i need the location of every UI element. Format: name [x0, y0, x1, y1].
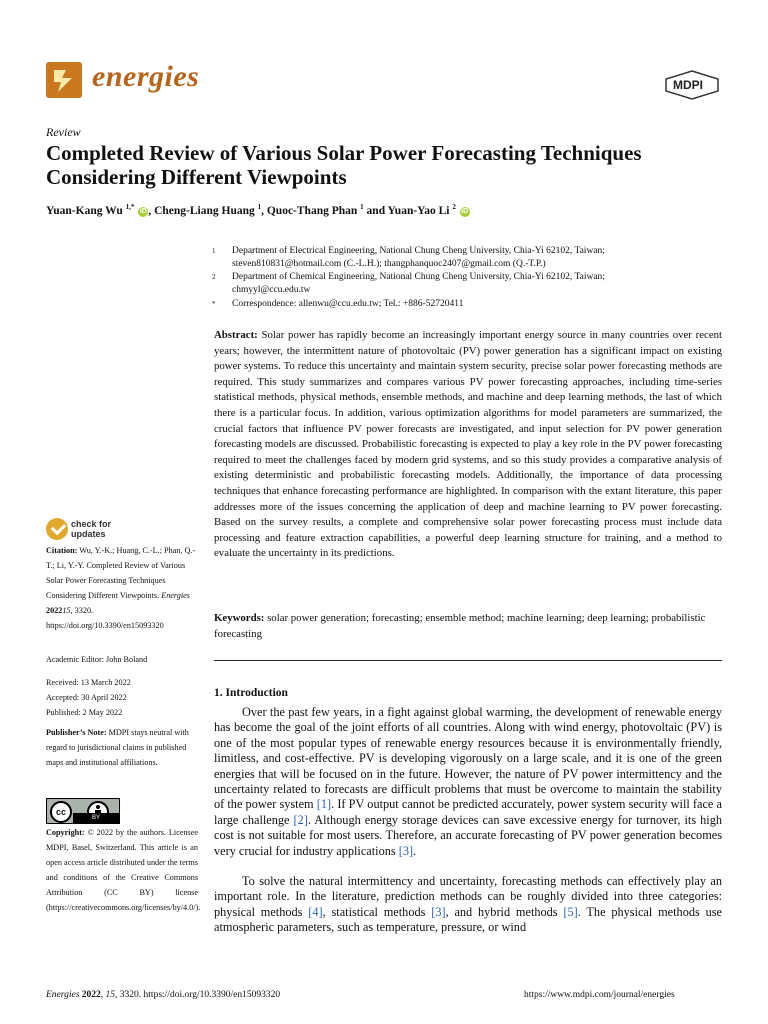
affiliation-line: Correspondence: allenwu@ccu.edu.tw; Tel.: +886-52720411 [232, 299, 464, 309]
citation-label: Citation: [46, 546, 78, 555]
footer-volume: 15 [105, 990, 116, 1000]
keywords-text: solar power generation; forecasting; ensemble method; machine learning; deep learning; probabilistic forecasting [214, 612, 706, 640]
affiliation-mark: 1 [212, 247, 216, 255]
copyright-label: Copyright: [46, 828, 85, 837]
citation-link[interactable]: [5] [563, 904, 578, 919]
citation-year: 2022 [46, 606, 63, 615]
footer-doi[interactable]: , 3320. https://doi.org/10.3390/en15093320 [115, 990, 281, 1000]
keywords-label: Keywords: [214, 612, 265, 624]
paragraph-text: . If PV output cannot be predicted accurately, power system security will face a large challenge [214, 797, 722, 827]
author-affiliation-mark: 1 [257, 203, 262, 211]
intro-paragraph-1 [214, 705, 722, 859]
footer-citation: Energies 2022, 15, 3320. https://doi.org/10.3390/en15093320 [46, 990, 281, 1000]
abstract-text: Solar power has rapidly become an increasingly important energy source in many countries over recent years; however, the intermittent nature of photovoltaic (PV) power generation has a significant impact on existing power systems. To reduce this uncertainty and maintain system security, precise solar power forecasting methods are required. This study summarizes and compares various PV power forecasting approaches, including time-series statistical methods, physical methods, ensemble methods, and machine and deep learning methods, the last of which there is a particular focus. In addition, various optimization algorithms for model parameters are summarized, the crucial factors that influence PV power forecasts are investigated, and input selection for PV power generation forecasting models are discussed. Probabilistic forecasting is expected to play a key role in the PV power forecasting required to meet the challenges faced by modern grid systems, and so this study provides a comparative analysis of existing deterministic and probabilistic forecasting models. Additionally, the importance of data processing techniques that enhance forecasting performance are highlighted. In comparison with the extant literature, this paper addresses more of the issues concerning the application of deep and machine learning to PV power forecasting. Based on the survey results, a complete and comprehensive solar power forecasting process must include data processing and feature extraction capabilities, a powerful deep learning structure for training, and a method to evaluate the uncertainty in its predictions. [214, 329, 723, 560]
check-updates-icon [46, 518, 68, 540]
footer-journal-url[interactable]: https://www.mdpi.com/journal/energies [524, 990, 675, 1000]
section-divider [214, 660, 722, 661]
affiliation-line: chmyyl@ccu.edu.tw [232, 285, 311, 295]
citation-volume: 15 [62, 606, 71, 615]
author-name[interactable]: Yuan-Yao Li [387, 204, 450, 217]
affiliation-line: steven810831@hotmail.com (C.-L.H.); thangphanquoc2407@gmail.com (Q.-T.P.) [232, 259, 546, 269]
section-heading: 1. Introduction [214, 687, 288, 699]
check-for-updates-button[interactable] [46, 516, 126, 544]
cc-by-license-icon[interactable] [46, 798, 120, 824]
intro-paragraph-2 [214, 874, 722, 936]
footer-year: 2022 [81, 990, 101, 1000]
citation-doi[interactable]: , 3320. https://doi.org/10.3390/en15093320 [46, 606, 164, 630]
copyright-text: © 2022 by the authors. Licensee MDPI, Basel, Switzerland. This article is an open access article distributed under the terms and conditions of the Creative Commons Attribution (CC BY) license (https://creativecommons.org/licenses/by/4.0/). [46, 828, 201, 912]
publisher-note-text: MDPI stays neutral with regard to jurisdictional claims in published maps and institutional affiliations. [46, 728, 189, 767]
journal-name: energies [92, 60, 200, 93]
citation-block [46, 543, 198, 633]
author-name[interactable]: Yuan-Kang Wu [46, 204, 123, 217]
citation-journal: Energies [161, 591, 190, 600]
citation-text: Wu, Y.-K.; Huang, C.-L.; Phan, Q.-T.; Li, Y.-Y. Completed Review of Various Solar Power Forecasting Techniques Considering Different Viewpoints. [46, 546, 196, 600]
publisher-logo-text: MDPI [673, 78, 703, 92]
accepted-date: Accepted: 30 April 2022 [46, 693, 127, 702]
academic-editor: Academic Editor: John Boland [46, 655, 148, 664]
author-list: Yuan-Kang Wu $^{1,*}$ iD , Cheng-Liang Huang $^1$, Quoc-Thang Phan $^1$ and Yuan-Yao Li $^2$ iD [46, 203, 469, 217]
paragraph-text: , and hybrid methods [445, 904, 564, 919]
affiliation-line: Department of Electrical Engineering, National Chung Cheng University, Chia-Yi 62102, Taiwan; [232, 246, 605, 256]
author-conjunction: and [366, 204, 386, 217]
article-type: Review [46, 125, 81, 139]
paragraph-text: , statistical methods [322, 904, 432, 919]
author-affiliation-mark: 1 [360, 203, 364, 211]
paragraph-text: . [413, 843, 417, 858]
copyright-notice [46, 825, 201, 915]
author-name[interactable]: Cheng-Liang Huang [154, 204, 255, 217]
affiliation-mark: 2 [212, 273, 216, 281]
paragraph-text: . The physical methods use atmospheric parameters, such as temperature, pressure, or wind [214, 904, 722, 935]
check-updates-label: check for updates [71, 519, 112, 539]
publisher-note [46, 725, 198, 770]
publisher-note-label: Publisher’s Note: [46, 728, 107, 737]
affiliation-line: Department of Chemical Engineering, National Chung Cheng University, Chia-Yi 62102, Taiwan; [232, 272, 605, 282]
paragraph-text: To solve the natural intermittency and uncertainty, forecasting methods can effectively play an important role. In the literature, prediction methods can be roughly divided into three categories: physical methods [214, 874, 722, 919]
publisher-logo[interactable] [664, 70, 720, 100]
orcid-icon[interactable]: iD [461, 207, 469, 215]
author-name[interactable]: Quoc-Thang Phan [266, 204, 358, 217]
abstract-label: Abstract: [214, 329, 258, 341]
abstract [214, 328, 722, 562]
published-date: Published: 2 May 2022 [46, 708, 123, 717]
correspondence [214, 298, 714, 311]
citation-link[interactable]: [4] [308, 904, 323, 919]
citation-link[interactable]: [2] [293, 812, 308, 827]
citation-link[interactable]: [1] [316, 797, 332, 812]
orcid-icon[interactable]: iD [139, 207, 147, 215]
citation-link[interactable]: [3] [431, 904, 446, 919]
affiliation-mark: * [212, 300, 216, 308]
affiliation-1 [214, 245, 714, 271]
author-affiliation-mark: 2 [452, 203, 456, 211]
journal-logo-icon [46, 62, 82, 98]
keywords [214, 611, 722, 642]
affiliation-2 [214, 271, 714, 297]
received-date: Received: 13 March 2022 [46, 678, 131, 687]
paragraph-text: . Although energy storage devices can save excessive energy for turnover, its high cost is not suitable for most users. Therefore, an accurate forecasting of PV power generation becomes very crucial for industry applications [214, 812, 722, 858]
article-title: Completed Review of Various Solar Power Forecasting Techniques Considering Different Viewpoints [46, 141, 642, 189]
cc-by-label: BY [73, 813, 119, 823]
cc-icon: cc [50, 801, 72, 823]
citation-link[interactable]: [3] [398, 843, 414, 858]
paragraph-text: Over the past few years, in a fight against global warming, the development of renewable energy has become the goal of the joint efforts of all countries. Along with wind energy, photovoltaic (PV) is one of the most popular types of renewable energy resources because it is environmentally friendly, limitless, and cost-effective. PV is developing vigorously on a large scale, and it is one of the green energies that will be focused on in the future. However, the nature of PV power intermittency and the uncertainty related to forecasts are difficult problems that must be overcome to maintain the stability of the power system [214, 705, 722, 812]
author-affiliation-mark: 1,* [125, 203, 135, 211]
footer-journal: Energies [46, 990, 80, 1000]
